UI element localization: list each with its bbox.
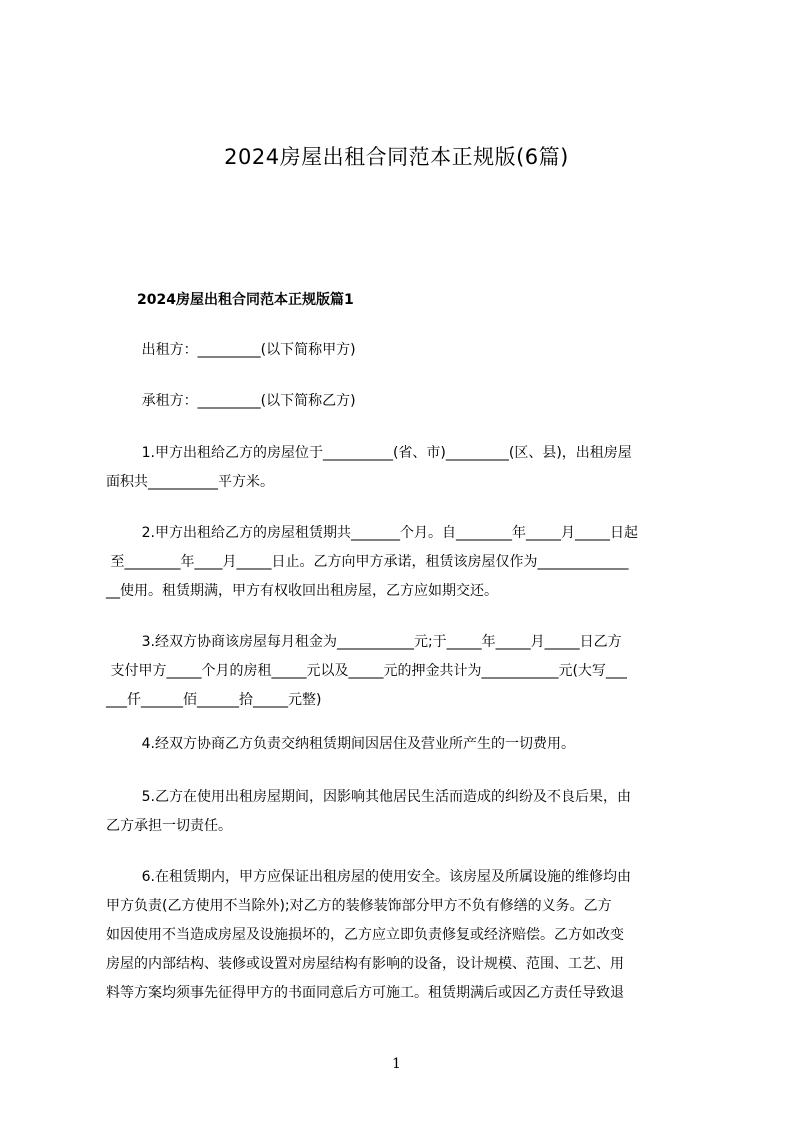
clause-line: 乙方承担一切责任。	[106, 818, 232, 834]
section-heading: 2024房屋出租合同范本正规版篇1	[137, 292, 354, 308]
contract-clause	[106, 863, 710, 1008]
clause-line: 至________年____月_____日止。乙方向甲方承诺，租赁该房屋仅作为_____________	[106, 554, 629, 570]
document-title: 2024房屋出租合同范本正规版(6篇)	[224, 145, 569, 169]
contract-clause	[106, 628, 710, 715]
clause-line: 面积共__________平方米。	[106, 474, 274, 490]
clause-line: 3.经双方协商该房屋每月租金为___________元;于_____年_____月_____日乙方	[106, 634, 622, 650]
clause-line: 出租方：_________(以下简称甲方)	[106, 342, 356, 358]
contract-clause	[106, 519, 710, 606]
clause-line: __使用。租赁期满，甲方有权收回出租房屋，乙方应如期交还。	[106, 583, 498, 599]
contract-clause	[106, 387, 710, 416]
clause-line: 2.甲方出租给乙方的房屋租赁期共_______个月。自________年_____月_____日起	[106, 525, 638, 541]
contract-clause	[106, 439, 710, 497]
clause-line: 支付甲方_____个月的房租_____元以及_____元的押金共计为___________元(大写___	[106, 663, 627, 679]
page-number: 1	[392, 1056, 401, 1072]
clause-line: 承租方：_________(以下简称乙方)	[106, 393, 356, 409]
contract-clause	[106, 730, 710, 759]
clause-line: 6.在租赁期内，甲方应保证出租房屋的使用安全。该房屋及所属设施的维修均由	[106, 869, 631, 885]
contract-clause	[106, 783, 710, 841]
clause-line: 如因使用不当造成房屋及设施损坏的，乙方应立即负责修复或经济赔偿。乙方如改变	[106, 927, 624, 943]
clause-line: 1.甲方出租给乙方的房屋位于__________(省、市)_________(区、县)，出租房屋	[106, 445, 632, 461]
clause-line: 4.经双方协商乙方负责交纳租赁期间因居住及营业所产生的一切费用。	[106, 736, 575, 752]
clause-line: 料等方案均须事先征得甲方的书面同意后方可施工。租赁期满后或因乙方责任导致退	[106, 985, 624, 1001]
clause-line: 5.乙方在使用出租房屋期间，因影响其他居民生活而造成的纠纷及不良后果，由	[106, 789, 631, 805]
clause-line: 房屋的内部结构、装修或设置对房屋结构有影响的设备，设计规模、范围、工艺、用	[106, 956, 624, 972]
clause-line: ___仟______佰______拾_____元整)	[106, 692, 322, 708]
clause-line: 甲方负责(乙方使用不当除外);对乙方的装修装饰部分甲方不负有修缮的义务。乙方	[106, 898, 612, 914]
contract-clause	[106, 336, 710, 365]
